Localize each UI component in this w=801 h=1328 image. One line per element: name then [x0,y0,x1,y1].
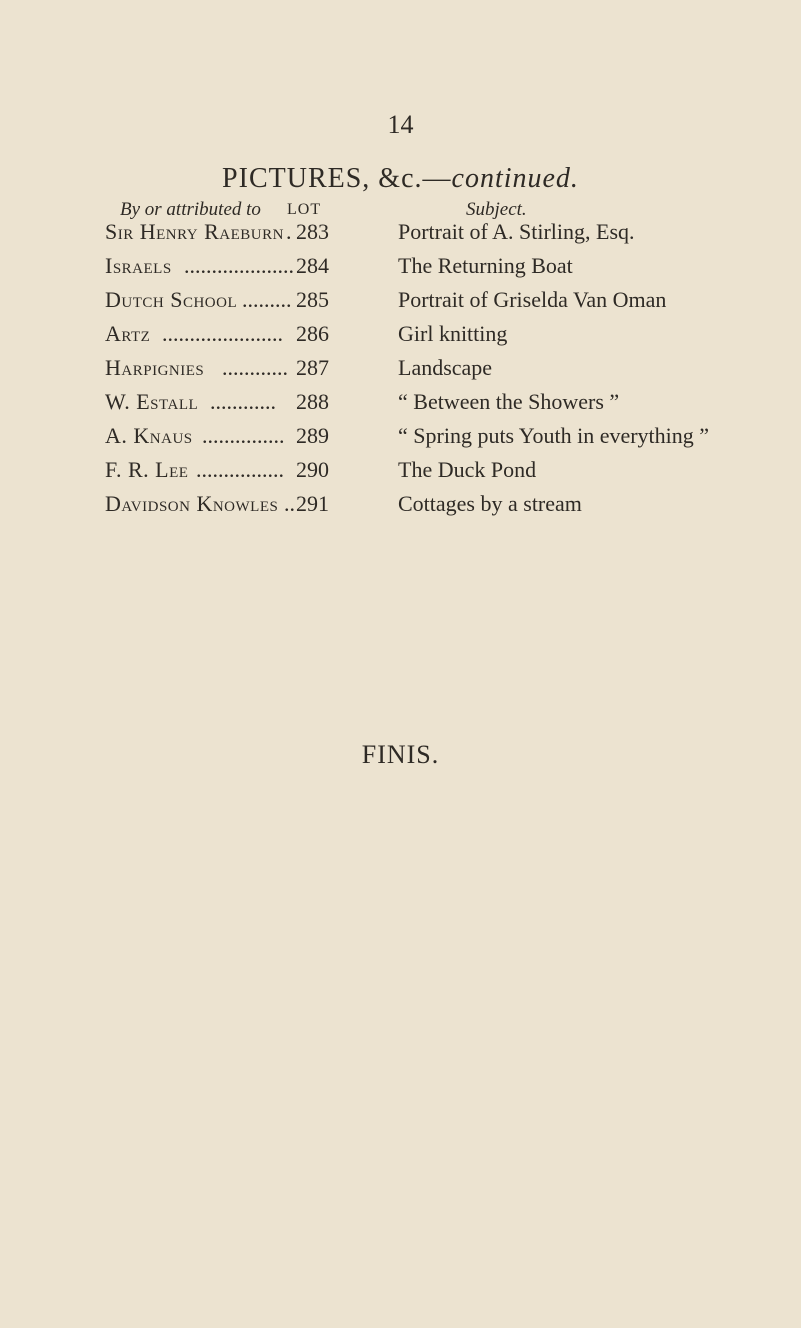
subject-title: Cottages by a stream [398,491,582,516]
lot-number: 289 [296,423,329,448]
lot-number: 286 [296,321,329,346]
lot-number: 288 [296,389,329,414]
artist-name: Harpignies [105,355,205,380]
leader-dots: .................... [184,253,294,278]
column-header-subject: Subject. [466,199,527,220]
artist-name: F. R. Lee [105,457,189,482]
catalogue-entry [0,355,801,389]
finis-text: FINIS. [361,740,440,769]
catalogue-entry [0,457,801,491]
artist-name: Sir Henry Raeburn [105,219,284,244]
catalogue-entry [0,219,801,253]
leader-dots: ............... [202,423,285,448]
section-title-continued: continued. [451,163,579,194]
leader-dots: ............ [222,355,288,380]
lot-number: 285 [296,287,329,312]
artist-name: W. Estall [105,389,199,414]
catalogue-entry [0,321,801,355]
leader-dots: ............ [210,389,276,414]
lot-number: 291 [296,491,329,516]
catalogue-entry [0,287,801,321]
leader-dots: .. [284,491,295,516]
catalogue-entry [0,253,801,287]
leader-dots: ................ [196,457,284,482]
subject-title: Girl knitting [398,321,508,346]
section-title-text: PICTURES, &c.— [222,163,452,194]
leader-dots: ...................... [162,321,283,346]
lot-number: 287 [296,355,329,380]
subject-title: “ Between the Showers ” [398,389,620,414]
subject-title: The Duck Pond [398,457,537,482]
leader-dots: ......... [242,287,292,312]
column-header-artist: By or attributed to [120,199,261,220]
artist-name: Artz [105,321,151,346]
catalogue-list [0,219,801,525]
subject-title: Portrait of A. Stirling, Esq. [398,219,635,244]
subject-title: The Returning Boat [398,253,573,278]
lot-number: 290 [296,457,329,482]
subject-title: “ Spring puts Youth in everything ” [398,423,710,448]
catalogue-entry [0,389,801,423]
subject-title: Portrait of Griselda Van Oman [398,287,667,312]
catalogue-entry [0,491,801,525]
subject-title: Landscape [398,355,493,380]
page-number: 14 [387,110,414,139]
lot-number: 283 [296,219,329,244]
leader-dots: . [286,219,292,244]
lot-number: 284 [296,253,329,278]
artist-name: Israels [105,253,172,278]
artist-name: Dutch School [105,287,238,312]
artist-name: A. Knaus [105,423,193,448]
section-title [0,163,801,195]
catalogue-entry [0,423,801,457]
artist-name: Davidson Knowles [105,491,279,516]
column-header-lot: LOT [287,201,322,218]
